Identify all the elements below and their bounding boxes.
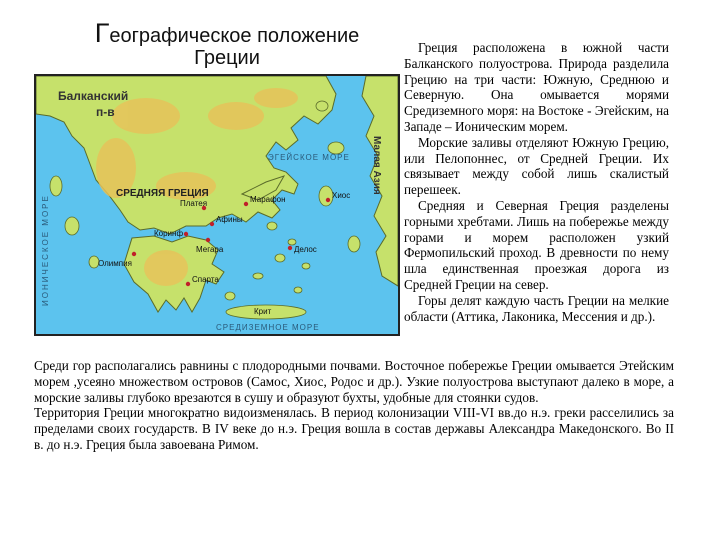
- bottom-text-block: [34, 358, 674, 453]
- greece-map: [34, 74, 400, 336]
- label-delos: Делос: [294, 245, 317, 254]
- right-paragraph: Морские заливы отделяют Южную Грецию, или Пелопоннес, от Средней Греции. Их связывает между собой лишь скалистый перешеек.: [404, 134, 669, 198]
- label-sparta: Спарта: [192, 275, 219, 284]
- label-ionian-sea: ИОНИЧЕСКОЕ МОРЕ: [41, 194, 50, 306]
- label-central-greece: СРЕДНЯЯ ГРЕЦИЯ: [116, 188, 209, 199]
- label-chios: Хиос: [332, 191, 351, 200]
- right-text-block: [404, 40, 669, 324]
- bottom-paragraph: Среди гор располагались равнины с плодородными почвами. Восточное побережье Греции омывается Этейским морем ,усеяно множеством островов (Самос, Хиос, Родос и др.). Узкие полуострова выступают далеко в море, а морские заливы глубоко врезаются в сушу и образуют бухты, удобные для стоянки судов.: [34, 358, 674, 405]
- label-corinth: Коринф: [154, 229, 184, 238]
- label-olympia: Олимпия: [98, 259, 132, 268]
- label-mediterranean: СРЕДИЗЕМНОЕ МОРЕ: [216, 323, 320, 332]
- title-first-letter: Г: [94, 18, 110, 48]
- right-paragraph: Средняя и Северная Греция разделены горными хребтами. Лишь на побережье между горами и морем расположен узкий Фермопильский проход. В древности по нему шла единственная проезжая дорога из Средней Греции на север.: [404, 197, 669, 292]
- page-title: [62, 18, 392, 69]
- map-svg: [36, 76, 398, 334]
- label-peninsula: п-в: [96, 105, 115, 119]
- label-crete: Крит: [254, 307, 272, 316]
- label-asia-minor: Малая Азия: [371, 136, 382, 195]
- right-paragraph: Греция расположена в южной части Балканского полуострова. Природа разделила Грецию на три части: Южную, Среднюю и Северную. Она омывается морями Средиземного моря: на Востоке - Эгейским, на Западе – Ионическим морем.: [404, 40, 669, 134]
- title-line2: Греции: [194, 47, 260, 69]
- label-plataea: Платея: [180, 199, 208, 208]
- label-megara: Мегара: [196, 245, 224, 254]
- title-rest: еографическое положение: [109, 25, 360, 47]
- label-marathon: Марафон: [250, 195, 286, 204]
- bottom-paragraph: Территория Греции многократно видоизменялась. В период колонизации VIII-VI вв.до н.э. греки расселились за пределами своих государств. В IV веке до н.э. Греция вошла в состав державы Александра Македонского. Во II в. до н.э. Греция была завоевана Римом.: [34, 405, 674, 452]
- label-athens: Афины: [216, 215, 243, 224]
- right-paragraph: Горы делят каждую часть Греции на мелкие области (Аттика, Лаконика, Мессения и др.).: [404, 292, 669, 324]
- label-aegean-sea: ЭГЕЙСКОЕ МОРЕ: [268, 153, 350, 162]
- label-balkan: Балканский: [58, 89, 129, 103]
